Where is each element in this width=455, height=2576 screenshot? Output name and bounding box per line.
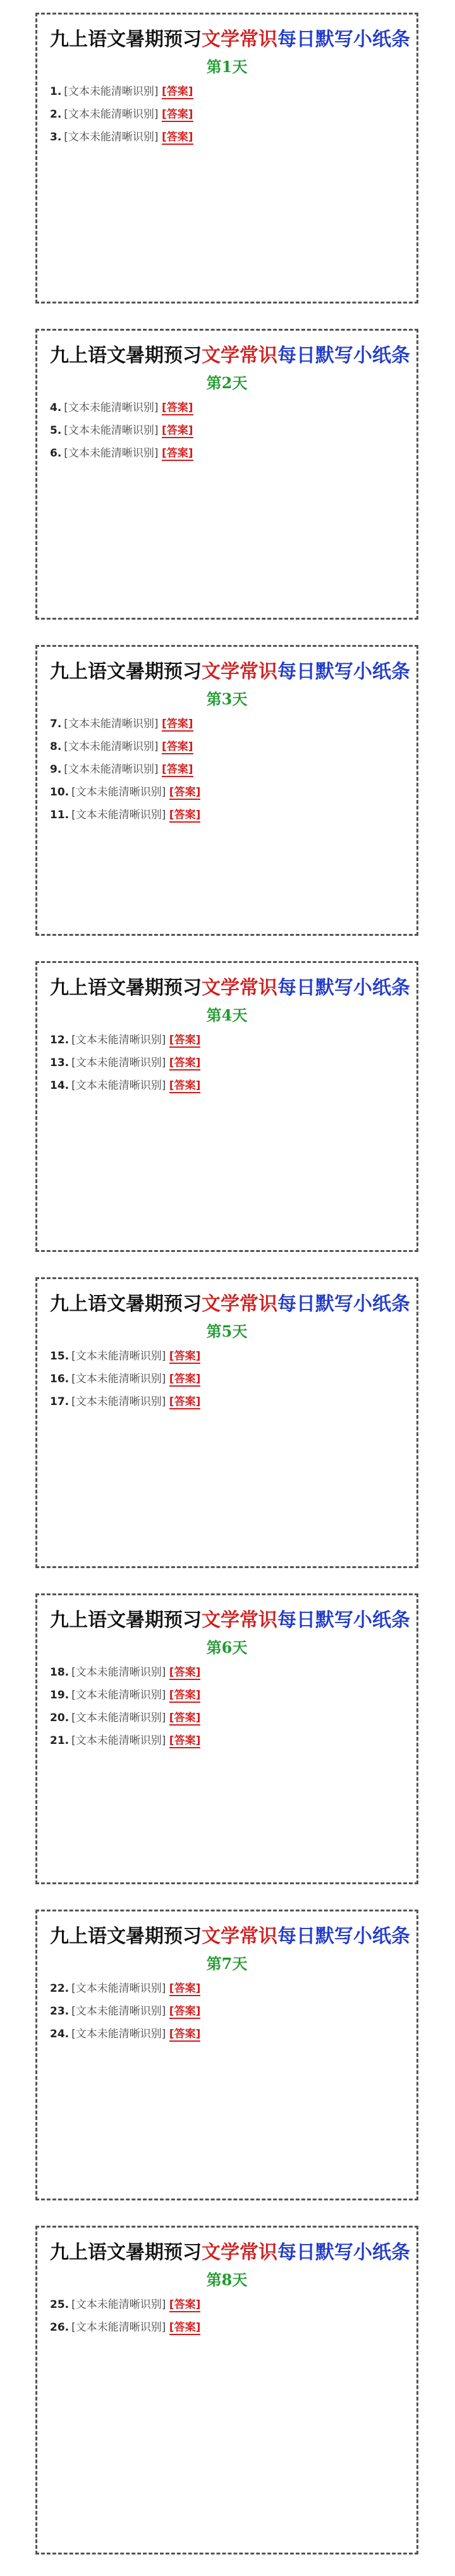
item-text: [文本未能清晰识别] xyxy=(71,2298,169,2311)
item-text: [文本未能清晰识别] xyxy=(71,1734,169,1747)
item-answer: [答案] xyxy=(169,1350,201,1363)
list-item xyxy=(50,715,404,733)
item-answer: [答案] xyxy=(169,1689,201,1702)
item-answer: [答案] xyxy=(161,424,193,437)
day-card xyxy=(35,645,418,936)
list-item xyxy=(50,761,404,778)
item-list xyxy=(50,1980,404,2043)
title-part2: 文学常识 xyxy=(202,1925,277,1947)
card-title xyxy=(50,974,410,1002)
card-title xyxy=(50,658,410,686)
item-list xyxy=(50,399,404,462)
item-number: 4. xyxy=(50,402,62,414)
item-number: 3. xyxy=(50,131,62,144)
item-number: 15. xyxy=(50,1350,70,1363)
item-answer: [答案] xyxy=(169,2005,201,2018)
item-text: [文本未能清晰识别] xyxy=(71,1057,169,1069)
list-item xyxy=(50,2296,404,2314)
list-item xyxy=(50,1709,404,1727)
title-part2: 文学常识 xyxy=(202,28,277,51)
title-part2: 文学常识 xyxy=(202,2242,277,2264)
item-number: 7. xyxy=(50,718,62,730)
list-item xyxy=(50,1686,404,1704)
title-part1: 九上语文暑期预习 xyxy=(50,977,202,999)
item-answer: [答案] xyxy=(169,809,201,821)
day-card xyxy=(35,1277,418,1568)
item-answer: [答案] xyxy=(161,108,193,121)
item-answer: [答案] xyxy=(161,447,193,460)
list-item xyxy=(50,1054,404,1072)
item-text: [文本未能清晰识别] xyxy=(71,1666,169,1679)
list-item xyxy=(50,1664,404,1681)
item-answer: [答案] xyxy=(169,1982,201,1995)
list-item xyxy=(50,783,404,801)
item-text: [文本未能清晰识别] xyxy=(71,1079,169,1092)
item-number: 6. xyxy=(50,447,62,460)
list-item xyxy=(50,83,404,101)
item-text: [文本未能清晰识别] xyxy=(71,1034,169,1046)
item-text: [文本未能清晰识别] xyxy=(71,1712,169,1724)
day-label: 第7天 xyxy=(206,1954,248,1973)
item-answer: [答案] xyxy=(169,1395,201,1408)
item-number: 21. xyxy=(50,1734,70,1747)
item-answer: [答案] xyxy=(161,131,193,144)
title-part3: 每日默写小纸条 xyxy=(277,2242,410,2264)
item-text: [文本未能清晰识别] xyxy=(71,2028,169,2040)
list-item xyxy=(50,445,404,462)
day-card xyxy=(35,1910,418,2200)
item-number: 20. xyxy=(50,1712,70,1724)
item-answer: [答案] xyxy=(169,2321,201,2334)
list-item xyxy=(50,1347,404,1365)
title-part3: 每日默写小纸条 xyxy=(277,1609,410,1631)
item-text: [文本未能清晰识别] xyxy=(64,718,162,730)
title-part2: 文学常识 xyxy=(202,977,277,999)
item-text: [文本未能清晰识别] xyxy=(64,85,162,98)
day-label: 第6天 xyxy=(206,1638,248,1657)
title-part3: 每日默写小纸条 xyxy=(277,977,410,999)
day-card xyxy=(35,961,418,1252)
day-label: 第5天 xyxy=(206,1322,248,1340)
item-number: 26. xyxy=(50,2321,70,2334)
title-part1: 九上语文暑期预习 xyxy=(50,28,202,51)
list-item xyxy=(50,106,404,123)
card-title xyxy=(50,2239,410,2267)
item-text: [文本未能清晰识别] xyxy=(64,424,162,437)
item-answer: [答案] xyxy=(169,1666,201,1679)
item-answer: [答案] xyxy=(161,718,193,730)
item-text: [文本未能清晰识别] xyxy=(71,1395,169,1408)
item-answer: [答案] xyxy=(169,2298,201,2311)
day-label: 第1天 xyxy=(206,58,248,76)
item-list xyxy=(50,1664,404,1750)
day-label: 第4天 xyxy=(206,1006,248,1024)
list-item xyxy=(50,2025,404,2043)
item-answer: [答案] xyxy=(161,763,193,776)
item-number: 12. xyxy=(50,1034,70,1046)
item-number: 11. xyxy=(50,809,70,821)
title-part1: 九上语文暑期预习 xyxy=(50,661,202,683)
item-list xyxy=(50,83,404,146)
title-part2: 文学常识 xyxy=(202,345,277,367)
item-number: 19. xyxy=(50,1689,70,1702)
title-part2: 文学常识 xyxy=(202,1609,277,1631)
day-card xyxy=(35,1593,418,1884)
day-card xyxy=(35,13,418,304)
item-text: [文本未能清晰识别] xyxy=(71,786,169,799)
item-number: 5. xyxy=(50,424,62,437)
day-label: 第8天 xyxy=(206,2271,248,2289)
list-item xyxy=(50,1031,404,1049)
title-part1: 九上语文暑期预习 xyxy=(50,2242,202,2264)
title-part3: 每日默写小纸条 xyxy=(277,661,410,683)
item-number: 1. xyxy=(50,85,62,98)
title-part1: 九上语文暑期预习 xyxy=(50,1293,202,1315)
item-answer: [答案] xyxy=(161,85,193,98)
item-answer: [答案] xyxy=(169,1712,201,1724)
item-number: 9. xyxy=(50,763,62,776)
item-answer: [答案] xyxy=(161,402,193,414)
list-item xyxy=(50,1732,404,1750)
title-part1: 九上语文暑期预习 xyxy=(50,345,202,367)
list-item xyxy=(50,422,404,439)
item-number: 17. xyxy=(50,1395,70,1408)
item-answer: [答案] xyxy=(169,1734,201,1747)
item-answer: [答案] xyxy=(169,1034,201,1046)
item-number: 13. xyxy=(50,1057,70,1069)
title-part1: 九上语文暑期预习 xyxy=(50,1925,202,1947)
item-answer: [答案] xyxy=(169,786,201,799)
day-card xyxy=(35,329,418,620)
day-label: 第2天 xyxy=(206,374,248,392)
title-part2: 文学常识 xyxy=(202,661,277,683)
item-number: 10. xyxy=(50,786,70,799)
item-text: [文本未能清晰识别] xyxy=(64,447,162,460)
item-text: [文本未能清晰识别] xyxy=(71,1373,169,1385)
item-number: 8. xyxy=(50,740,62,753)
item-number: 2. xyxy=(50,108,62,121)
list-item xyxy=(50,738,404,756)
item-number: 25. xyxy=(50,2298,70,2311)
day-label: 第3天 xyxy=(206,690,248,708)
item-list xyxy=(50,1031,404,1095)
item-text: [文本未能清晰识别] xyxy=(64,131,162,144)
list-item xyxy=(50,2003,404,2020)
item-text: [文本未能清晰识别] xyxy=(71,2005,169,2018)
item-number: 23. xyxy=(50,2005,70,2018)
list-item xyxy=(50,1393,404,1411)
card-title xyxy=(50,1923,410,1951)
list-item xyxy=(50,806,404,824)
item-list xyxy=(50,715,404,824)
list-item xyxy=(50,1980,404,1997)
item-text: [文本未能清晰识别] xyxy=(64,402,162,414)
item-answer: [答案] xyxy=(169,1057,201,1069)
item-text: [文本未能清晰识别] xyxy=(71,1350,169,1363)
item-text: [文本未能清晰识别] xyxy=(71,2321,169,2334)
item-text: [文本未能清晰识别] xyxy=(64,763,162,776)
day-card xyxy=(35,2226,418,2555)
item-number: 18. xyxy=(50,1666,70,1679)
title-part3: 每日默写小纸条 xyxy=(277,345,410,367)
item-answer: [答案] xyxy=(169,1079,201,1092)
list-item xyxy=(50,399,404,417)
item-text: [文本未能清晰识别] xyxy=(71,809,169,821)
item-answer: [答案] xyxy=(161,740,193,753)
list-item xyxy=(50,2319,404,2336)
card-title xyxy=(50,26,410,54)
title-part3: 每日默写小纸条 xyxy=(277,28,410,51)
item-number: 14. xyxy=(50,1079,70,1092)
item-text: [文本未能清晰识别] xyxy=(71,1982,169,1995)
title-part3: 每日默写小纸条 xyxy=(277,1925,410,1947)
item-number: 16. xyxy=(50,1373,70,1385)
item-answer: [答案] xyxy=(169,2028,201,2040)
item-answer: [答案] xyxy=(169,1373,201,1385)
card-title xyxy=(50,1607,410,1635)
list-item xyxy=(50,1370,404,1388)
list-item xyxy=(50,1077,404,1095)
item-list xyxy=(50,1347,404,1411)
item-text: [文本未能清晰识别] xyxy=(71,1689,169,1702)
item-number: 22. xyxy=(50,1982,70,1995)
item-number: 24. xyxy=(50,2028,70,2040)
card-title xyxy=(50,1291,410,1318)
title-part3: 每日默写小纸条 xyxy=(277,1293,410,1315)
item-list xyxy=(50,2296,404,2336)
title-part1: 九上语文暑期预习 xyxy=(50,1609,202,1631)
item-text: [文本未能清晰识别] xyxy=(64,108,162,121)
card-title xyxy=(50,342,410,370)
title-part2: 文学常识 xyxy=(202,1293,277,1315)
list-item xyxy=(50,128,404,146)
item-text: [文本未能清晰识别] xyxy=(64,740,162,753)
